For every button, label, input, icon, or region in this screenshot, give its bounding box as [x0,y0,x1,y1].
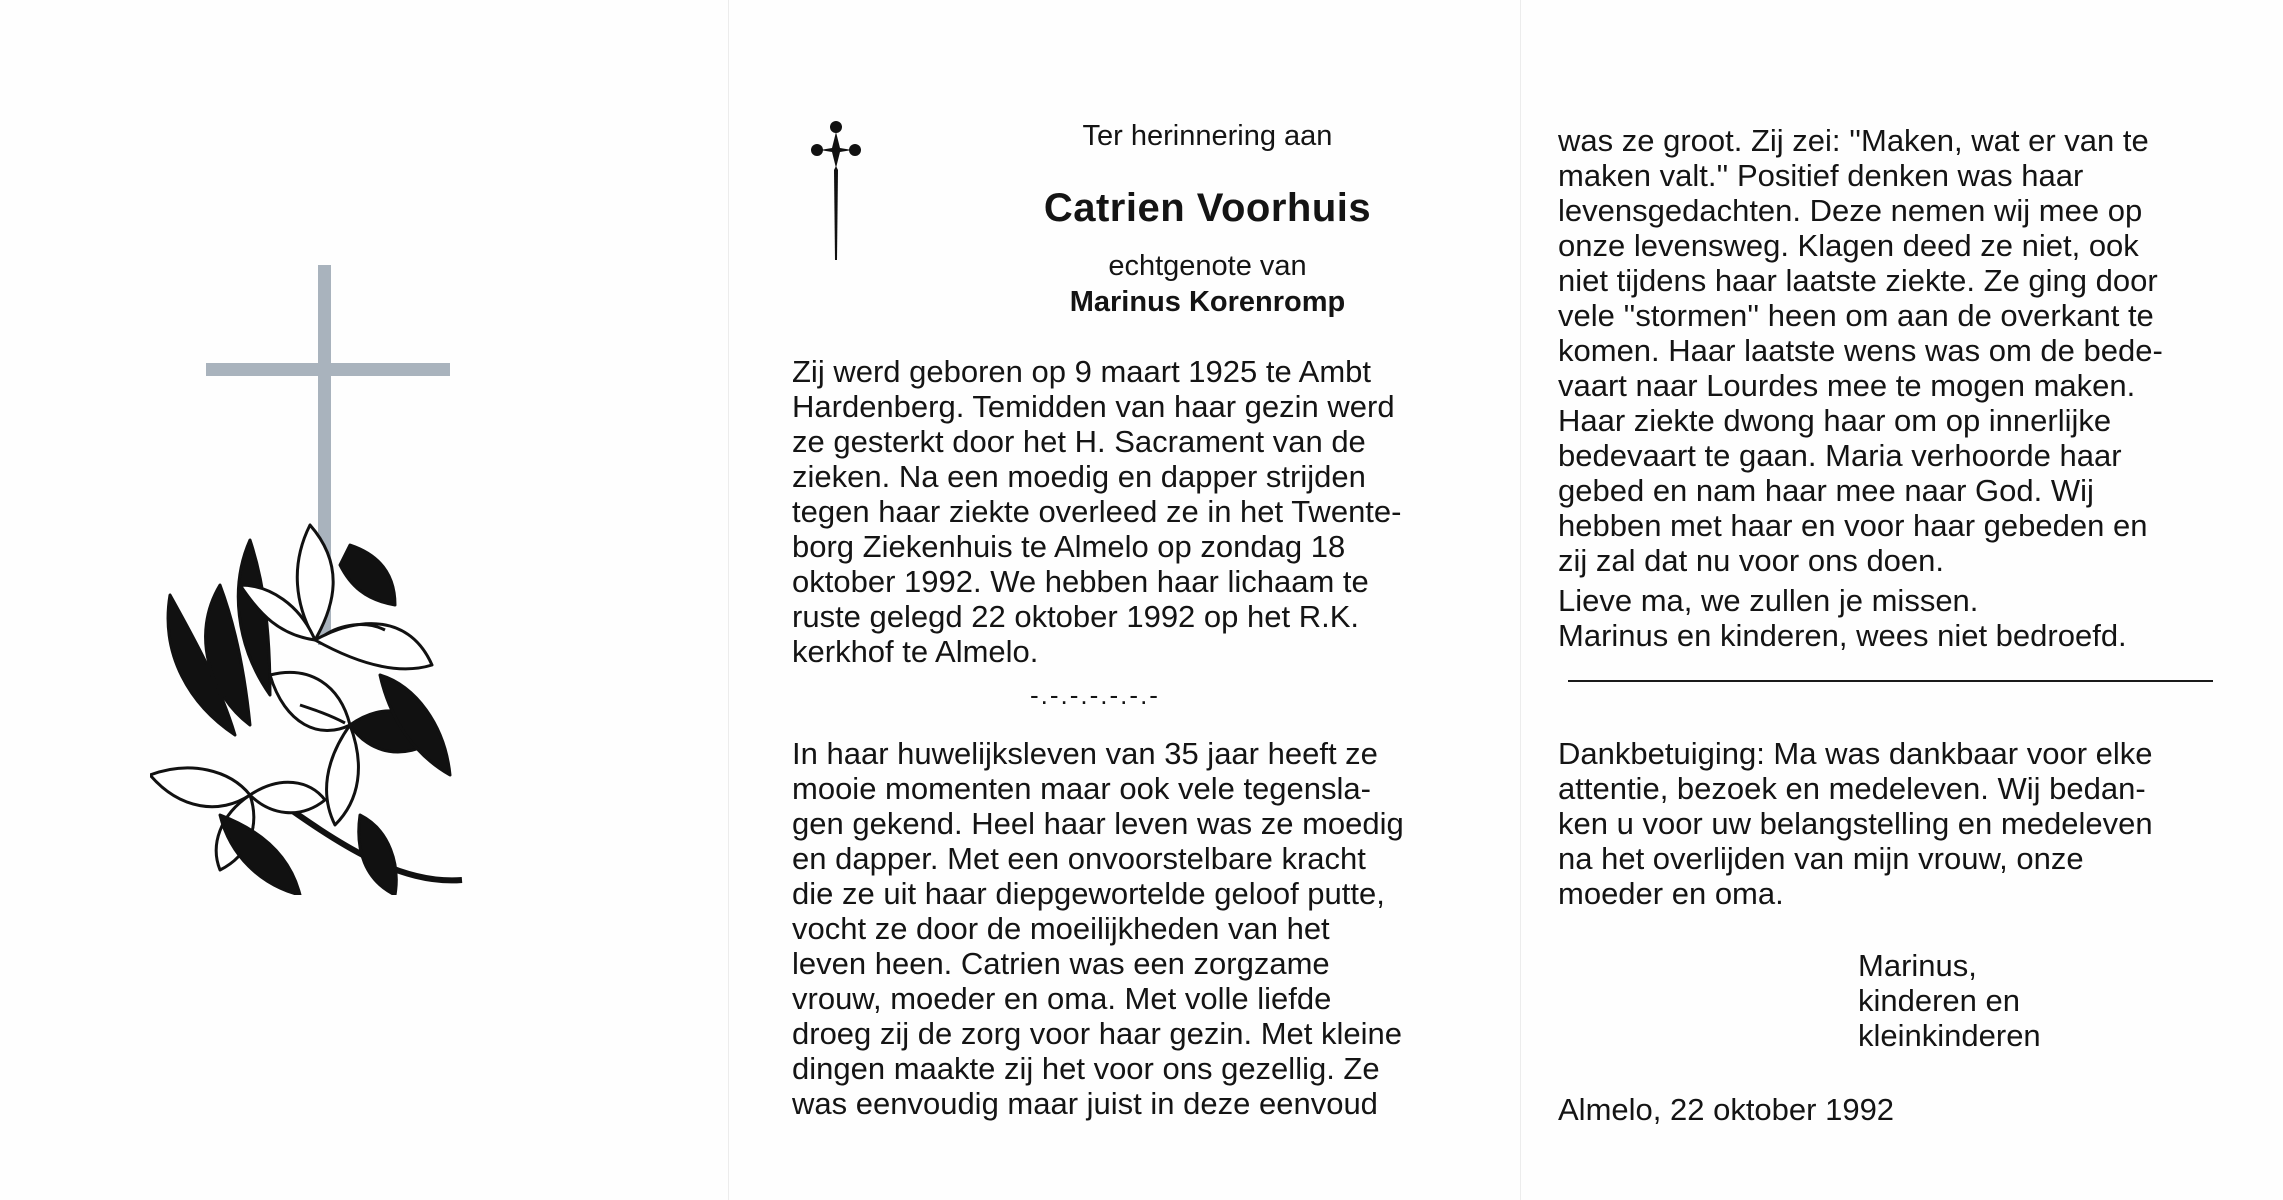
text-line: gebed en nam haar mee naar God. Wij [1558,473,2094,508]
text-line: attentie, bezoek en medeleven. Wij bedan- [1558,771,2146,806]
signature-line: Marinus, [1858,948,1977,983]
text-line: droeg zij de zorg voor haar gezin. Met kleine [792,1016,1402,1051]
text-line: leven heen. Catrien was een zorgzame [792,946,1330,981]
text-line: kerkhof te Almelo. [792,634,1039,669]
text-line: bedevaart te gaan. Maria verhoorde haar [1558,438,2122,473]
text-line: en dapper. Met een onvoorstelbare kracht [792,841,1366,876]
text-line: was eenvoudig maar juist in deze eenvoud [792,1086,1378,1121]
text-line: onze levensweg. Klagen deed ze niet, ook [1558,228,2139,263]
text-line: komen. Haar laatste wens was om de bede- [1558,333,2163,368]
card-fold-right [1520,0,1521,1200]
text-line: Haar ziekte dwong haar om op innerlijke [1558,403,2112,438]
farewell-line: Lieve ma, we zullen je missen. [1558,583,1979,618]
farewell-line: Marinus en kinderen, wees niet bedroefd. [1558,618,2127,653]
text-line: hebben met haar en voor haar gebeden en [1558,508,2148,543]
text-line: tegen haar ziekte overleed ze in het Twente- [792,494,1402,529]
text-line: mooie momenten maar ook vele tegensla- [792,771,1371,806]
text-line: moeder en oma. [1558,876,1784,911]
text-line: niet tijdens haar laatste ziekte. Ze ging door [1558,263,2158,298]
lily-bouquet-icon [150,525,462,895]
text-line: Dankbetuiging: Ma was dankbaar voor elke [1558,736,2153,771]
cross-with-lilies-artwork [150,255,480,895]
text-line: na het overlijden van mijn vrouw, onze [1558,841,2084,876]
spouse-name: Marinus Korenromp [1069,286,1346,318]
text-line: vele ''stormen'' heen om aan de overkant te [1558,298,2154,333]
text-line: borg Ziekenhuis te Almelo op zondag 18 [792,529,1346,564]
text-line: In haar huwelijksleven van 35 jaar heeft ze [792,736,1378,771]
text-line: zieken. Na een moedig en dapper strijden [792,459,1366,494]
place-and-date: Almelo, 22 oktober 1992 [1558,1092,1895,1127]
section-divider: -.-.-.-.-.-.- [1030,680,1160,710]
separator-line [1568,680,2213,682]
text-line: vaart naar Lourdes mee te mogen maken. [1558,368,2136,403]
continued-paragraph [1558,123,2213,578]
text-line: dingen maakte zij het voor ons gezellig. Ze [792,1051,1380,1086]
ornate-cross-icon [806,118,866,263]
text-line: Zij werd geboren op 9 maart 1925 te Ambt [792,354,1371,389]
text-line: die ze uit haar diepgewortelde geloof putte, [792,876,1385,911]
text-line: zij zal dat nu voor ons doen. [1558,543,1945,578]
signature-line: kleinkinderen [1858,1018,2041,1053]
text-line: vrouw, moeder en oma. Met volle liefde [792,981,1332,1016]
text-line: ruste gelegd 22 oktober 1992 op het R.K. [792,599,1360,634]
thanks-paragraph [1558,736,2213,911]
signature-line: kinderen en [1858,983,2021,1018]
signature-block [1858,948,2041,1053]
text-line: was ze groot. Zij zei: ''Maken, wat er van te [1558,123,2149,158]
text-line: Hardenberg. Temidden van haar gezin werd [792,389,1395,424]
text-line: ze gesterkt door het H. Sacrament van de [792,424,1366,459]
card-fold-left [728,0,729,1200]
text-line: vocht ze door de moeilijkheden van het [792,911,1330,946]
biography-paragraph [792,354,1446,669]
text-line: levensgedachten. Deze nemen wij mee op [1558,193,2143,228]
text-line: maken valt.'' Positief denken was haar [1558,158,2084,193]
spouse-intro: echtgenote van [1108,250,1307,282]
text-line: ken u voor uw belangstelling en medeleven [1558,806,2153,841]
marriage-paragraph [792,736,1446,1121]
text-line: gen gekend. Heel haar leven was ze moedig [792,806,1404,841]
text-line: oktober 1992. We hebben haar lichaam te [792,564,1369,599]
deceased-name: Catrien Voorhuis [1043,186,1372,230]
intro-text: Ter herinnering aan [1082,120,1333,152]
